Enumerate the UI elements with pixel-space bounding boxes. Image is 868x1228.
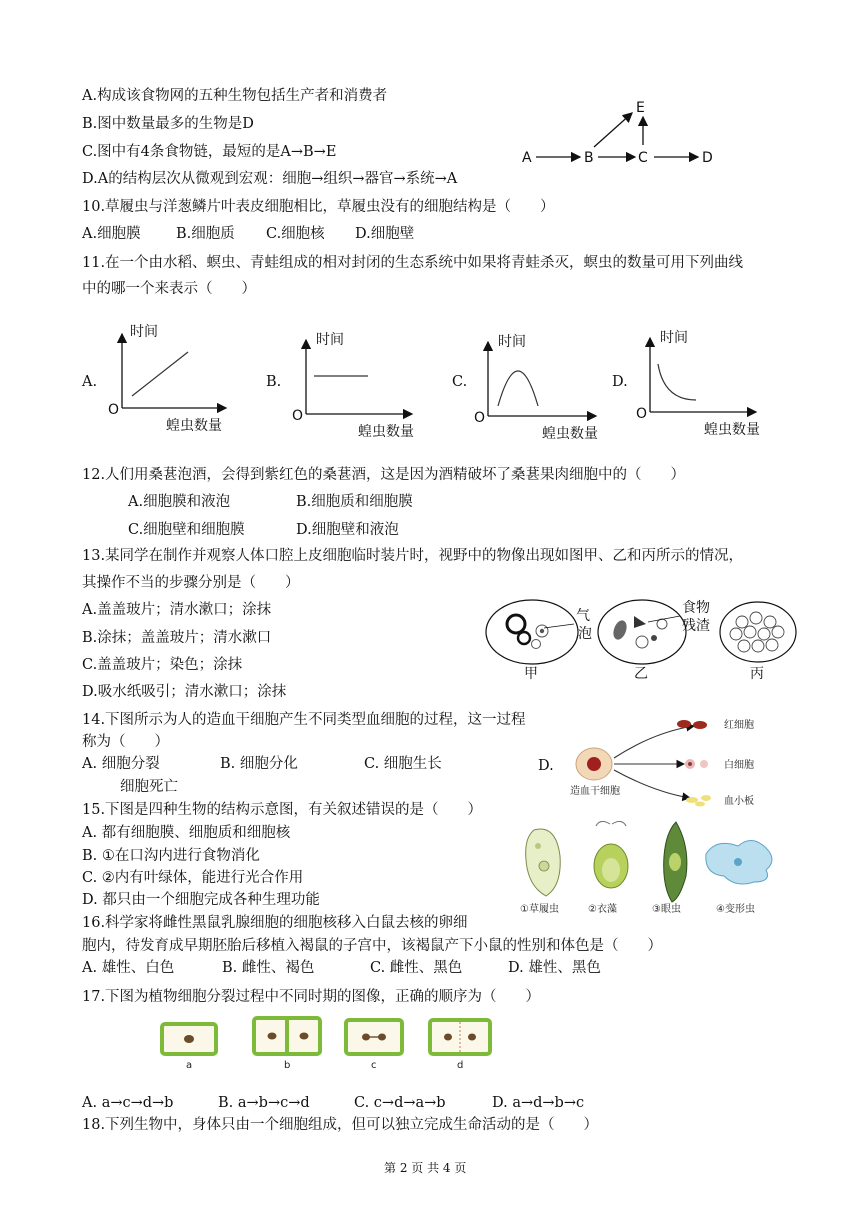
q13-option-c: C.盖盖玻片；染色；涂抹 bbox=[82, 657, 243, 673]
q14-label-platelet: 血小板 bbox=[724, 796, 754, 807]
q17-stem: 17.下图为植物细胞分裂过程中不同时期的图像，正确的顺序为（ ） bbox=[82, 989, 541, 1005]
q17-option-b: B. a→b→c→d bbox=[218, 1095, 310, 1111]
q14-option-a: A. 细胞分裂 bbox=[82, 756, 160, 772]
q12-option-d: D.细胞壁和液泡 bbox=[296, 522, 399, 538]
q10-option-d: D.细胞壁 bbox=[355, 226, 415, 242]
q15-label-o2: ②衣藻 bbox=[588, 904, 617, 915]
q14-stem-line1: 14.下图所示为人的造血干细胞产生不同类型血细胞的过程，这一过程 bbox=[82, 712, 526, 728]
q13-label-canzha: 残渣 bbox=[682, 618, 710, 634]
q11-graph-a bbox=[108, 322, 238, 434]
q9-option-b: B.图中数量最多的生物是D bbox=[82, 116, 254, 132]
q11-graph-a-ylabel: 时间 bbox=[130, 324, 158, 340]
q12-option-b: B.细胞质和细胞膜 bbox=[296, 494, 413, 510]
q15-stem: 15.下图是四种生物的结构示意图，有关叙述错误的是（ ） bbox=[82, 802, 483, 818]
q14-label-wbc: 白细胞 bbox=[724, 760, 754, 771]
q11-graph-c bbox=[474, 330, 614, 442]
q16-option-b: B. 雌性、褐色 bbox=[222, 960, 315, 976]
q11-graph-d-letter: D. bbox=[612, 374, 628, 390]
q18-stem: 18.下列生物中，身体只由一个细胞组成，但可以独立完成生命活动的是（ ） bbox=[82, 1117, 599, 1133]
q15-option-d: D. 都只由一个细胞完成各种生理功能 bbox=[82, 892, 320, 908]
q11-graph-c-ylabel: 时间 bbox=[498, 334, 526, 350]
q11-graph-b-ylabel: 时间 bbox=[316, 332, 344, 348]
q9-option-a: A.构成该食物网的五种生物包括生产者和消费者 bbox=[82, 88, 388, 104]
q11-graph-b-origin: O bbox=[292, 408, 304, 424]
q14-label-rbc: 红细胞 bbox=[724, 720, 754, 731]
q17-label-a: a bbox=[186, 1060, 193, 1071]
q11-graph-a-letter: A. bbox=[82, 374, 98, 390]
q11-graph-d bbox=[636, 326, 776, 438]
q17-option-a: A. a→c→d→b bbox=[82, 1095, 174, 1111]
q15-option-b: B. ①在口沟内进行食物消化 bbox=[82, 848, 260, 864]
q13-label-pao: 泡 bbox=[578, 626, 592, 642]
q11-graph-c-xlabel: 蝗虫数量 bbox=[542, 426, 598, 442]
q13-option-b: B.涂抹；盖盖玻片；清水漱口 bbox=[82, 630, 272, 646]
q11-graph-d-ylabel: 时间 bbox=[660, 330, 688, 346]
q12-option-a: A.细胞膜和液泡 bbox=[128, 494, 231, 510]
q11-graph-a-xlabel: 蝗虫数量 bbox=[166, 418, 222, 434]
q17-label-b: b bbox=[284, 1060, 291, 1071]
q11-graph-b-letter: B. bbox=[266, 374, 282, 390]
q15-label-o1: ①草履虫 bbox=[520, 904, 559, 915]
q15-organisms-diagram bbox=[516, 816, 786, 916]
q10-option-c: C.细胞核 bbox=[266, 226, 325, 242]
q17-option-d: D. a→d→b→c bbox=[492, 1095, 585, 1111]
q13-label-qi: 气 bbox=[576, 608, 590, 624]
food-web-node-b: B bbox=[584, 150, 594, 166]
q16-stem-line2: 胞内，待发育成早期胚胎后移植入褐鼠的子宫中，该褐鼠产下小鼠的性别和体色是（ ） bbox=[82, 938, 662, 954]
q15-option-a: A. 都有细胞膜、细胞质和细胞核 bbox=[82, 825, 291, 841]
q15-option-c: C. ②内有叶绿体，能进行光合作用 bbox=[82, 870, 304, 886]
q13-stem-line1: 13.某同学在制作并观察人体口腔上皮细胞临时装片时，视野中的物像出现如图甲、乙和丙所示的情况， bbox=[82, 548, 744, 564]
q14-option-b: B. 细胞分化 bbox=[220, 756, 298, 772]
arrow-b-e bbox=[594, 113, 632, 147]
q13-microscope-fields bbox=[484, 598, 804, 682]
q12-option-c: C.细胞壁和细胞膜 bbox=[128, 522, 245, 538]
q11-graph-b bbox=[292, 328, 432, 440]
q10-option-a: A.细胞膜 bbox=[82, 226, 141, 242]
q16-option-a: A. 雄性、白色 bbox=[82, 960, 175, 976]
q16-option-d: D. 雄性、黑色 bbox=[508, 960, 601, 976]
q17-label-d: d bbox=[457, 1060, 464, 1071]
q11-stem-line2: 中的哪一个来表示（ ） bbox=[82, 281, 256, 297]
q14-option-d-text: 细胞死亡 bbox=[120, 779, 178, 795]
q13-label-bing: 丙 bbox=[750, 666, 764, 682]
q10-stem: 10.草履虫与洋葱鳞片叶表皮细胞相比，草履虫没有的细胞结构是（ ） bbox=[82, 199, 555, 215]
q13-label-jia: 甲 bbox=[524, 666, 538, 682]
q13-stem-line2: 其操作不当的步骤分别是（ ） bbox=[82, 575, 300, 591]
food-web-diagram bbox=[520, 95, 720, 175]
q13-option-d: D.吸水纸吸引；清水漱口；涂抹 bbox=[82, 684, 287, 700]
q14-blood-cell-diagram bbox=[564, 712, 774, 812]
q11-graph-d-xlabel: 蝗虫数量 bbox=[704, 422, 760, 438]
q12-stem: 12.人们用桑葚泡酒，会得到紫红色的桑葚酒，这是因为酒精破坏了桑葚果肉细胞中的（ ） bbox=[82, 467, 686, 483]
q11-graph-a-origin: O bbox=[108, 402, 120, 418]
q13-option-a: A.盖盖玻片；清水漱口；涂抹 bbox=[82, 602, 272, 618]
q11-graph-d-origin: O bbox=[636, 406, 648, 422]
q9-option-c: C.图中有4条食物链，最短的是A→B→E bbox=[82, 144, 337, 160]
q13-label-yi: 乙 bbox=[634, 666, 648, 682]
q13-label-shiwu: 食物 bbox=[682, 600, 710, 616]
food-web-node-e: E bbox=[636, 100, 645, 116]
q11-graph-c-letter: C. bbox=[452, 374, 468, 390]
q11-stem-line1: 11.在一个由水稻、螟虫、青蛙组成的相对封闭的生态系统中如果将青蛙杀灭，螟虫的数量可用下列曲线 bbox=[82, 255, 744, 271]
q11-graph-c-origin: O bbox=[474, 410, 486, 426]
q17-cell-division-diagram bbox=[158, 1014, 498, 1072]
q14-stem-line2: 称为（ ） bbox=[82, 734, 169, 750]
food-web-node-c: C bbox=[638, 150, 648, 166]
page-footer: 第 2 页 共 4 页 bbox=[384, 1161, 467, 1175]
q11-graph-b-xlabel: 蝗虫数量 bbox=[358, 424, 414, 440]
q14-option-c: C. 细胞生长 bbox=[364, 756, 442, 772]
q16-option-c: C. 雌性、黑色 bbox=[370, 960, 463, 976]
q15-label-o4: ④变形虫 bbox=[716, 904, 755, 915]
food-web-node-a: A bbox=[522, 150, 532, 166]
food-web-node-d: D bbox=[702, 150, 713, 166]
q16-stem-line1: 16.科学家将雌性黑鼠乳腺细胞的细胞核移入白鼠去核的卵细 bbox=[82, 915, 468, 931]
q14-label-source: 造血干细胞 bbox=[570, 786, 620, 797]
q9-option-d: D.A的结构层次从微观到宏观：细胞→组织→器官→系统→A bbox=[82, 171, 458, 187]
q17-option-c: C. c→d→a→b bbox=[354, 1095, 446, 1111]
q14-option-d: D. bbox=[538, 758, 554, 774]
q15-label-o3: ③眼虫 bbox=[652, 904, 681, 915]
q17-label-c: c bbox=[371, 1060, 377, 1071]
q10-option-b: B.细胞质 bbox=[176, 226, 235, 242]
